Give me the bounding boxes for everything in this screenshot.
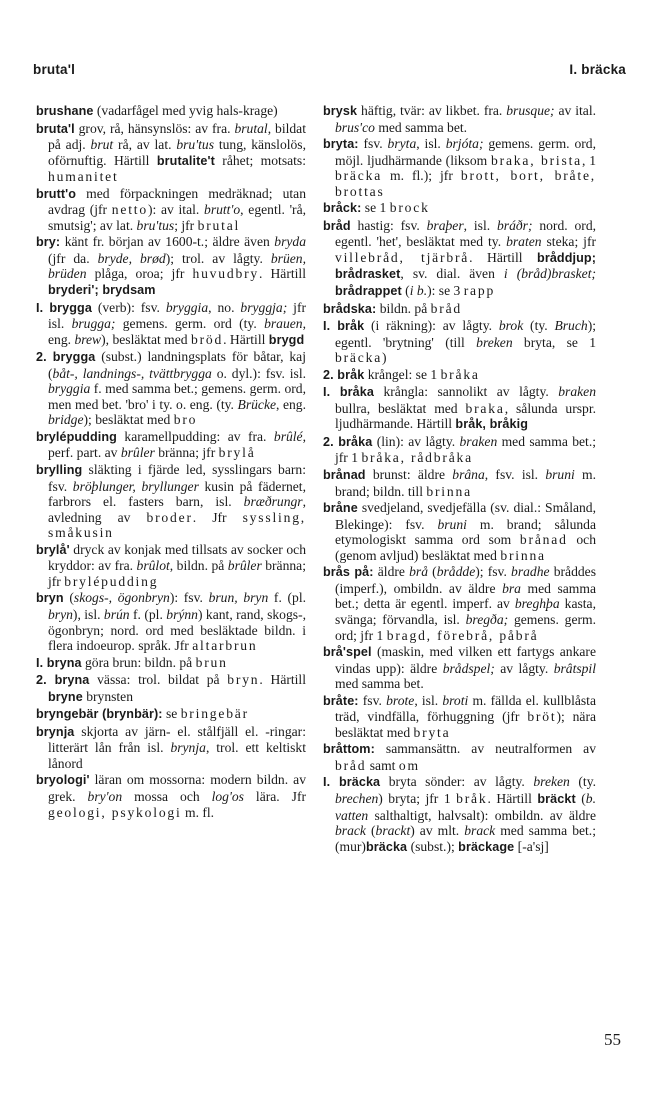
- entry-text: bråddes (imperf.), ombildn. av äldre: [335, 564, 596, 596]
- italic-form: bryggja;: [240, 299, 288, 315]
- entry-text: bryta sönder: av lågty.: [380, 774, 534, 790]
- entry-text: , isl.: [463, 217, 497, 233]
- entry-text: (ty.: [569, 774, 597, 790]
- headword: brås på:: [323, 565, 374, 580]
- headword: bråte:: [323, 693, 359, 708]
- entry-text: ) kant, rand, skogs-, ögonbryn; nord. ord med besläktade bildn. i flera indoeurop. språk. Jfr: [48, 606, 306, 654]
- dictionary-entry: [36, 186, 306, 234]
- cross-reference: om: [398, 757, 420, 773]
- cross-reference: brinna: [426, 483, 472, 499]
- cross-reference: bröt: [527, 709, 557, 725]
- entry-text: m. fällda el. kullblåsta träd, vindfälla, förhuggning (jfr: [335, 692, 596, 725]
- headword: bryderi'; brydsam: [48, 283, 156, 298]
- dictionary-entry: [323, 564, 596, 643]
- dictionary-entry: [323, 103, 596, 135]
- headword: brutt'o: [36, 186, 77, 201]
- italic-form: brjóta;: [445, 136, 484, 152]
- italic-form: bradhe: [511, 564, 550, 580]
- italic-form: brok: [498, 318, 524, 334]
- entry-text: dryck av konjak med tillsats av socker och kryddor: av fra.: [48, 541, 306, 574]
- cross-reference: broder: [146, 509, 193, 525]
- dictionary-entry: [323, 741, 596, 773]
- italic-form: broti: [442, 692, 469, 708]
- headword: bräckt: [537, 791, 576, 806]
- headword: bräcka: [365, 839, 408, 854]
- cross-reference: bråd: [335, 757, 367, 773]
- entry-text: , eng.: [48, 316, 307, 347]
- entry-text: , isl.: [416, 136, 446, 152]
- cross-reference: syssling, småkusin: [48, 509, 307, 541]
- italic-form: bry'on: [87, 788, 123, 804]
- entry-text: , eng.: [276, 396, 306, 412]
- entry-text: se: [162, 706, 181, 722]
- italic-form: bráðr;: [496, 217, 533, 233]
- italic-form: skogs-, ögonbryn: [73, 590, 170, 606]
- entry-text: (: [63, 590, 74, 606]
- cross-reference: netto: [111, 202, 148, 218]
- cross-reference: huvudbry: [192, 266, 259, 282]
- dictionary-entry: [323, 301, 596, 318]
- headword: I. bråka: [323, 385, 374, 400]
- entry-text: , perf. part. av: [48, 428, 306, 461]
- italic-form: bra: [502, 580, 521, 596]
- italic-form: breghþa: [514, 596, 560, 612]
- entry-text: ): [382, 350, 387, 366]
- entry-text: läran om mossorna: modern bildn. av grek.: [48, 772, 306, 804]
- entry-text: ); besläktat med: [83, 412, 174, 428]
- entry-text: f. med samma bet.; gemens. germ. ord, men med bet. 'bro' i ty. o. eng. (ty.: [48, 381, 306, 412]
- italic-form: braken: [558, 384, 596, 400]
- cross-reference: altarbrun: [192, 638, 258, 654]
- entry-text: (subst.);: [407, 838, 459, 854]
- headword: brynja: [36, 724, 75, 739]
- entry-text: äldre: [373, 564, 410, 580]
- headword: bråne: [323, 501, 358, 516]
- cross-reference: brun: [195, 654, 228, 670]
- entry-text: . Härtill: [487, 790, 538, 806]
- headword: brånad: [323, 468, 366, 483]
- entry-text: (lin): av lågty.: [372, 433, 460, 449]
- italic-form: brún: [103, 606, 130, 622]
- dictionary-entry: [36, 103, 306, 120]
- cross-reference: bråd: [430, 300, 463, 316]
- entry-text: ), isl.: [72, 606, 104, 622]
- entry-text: , bildat på adj.: [48, 120, 306, 153]
- entry-text: . Härtill: [259, 266, 306, 282]
- entry-text: skjorta av järn- el. stålfjäll el. -ringar: litterärt lån från isl.: [48, 723, 306, 756]
- italic-form: bryggia: [48, 381, 91, 397]
- running-head-right: I. bräcka: [569, 62, 626, 77]
- entry-text: och (genom avljud) besläktat med: [335, 532, 596, 563]
- entry-text: ): av ital.: [147, 202, 205, 218]
- headword: brådrappet: [335, 284, 402, 299]
- italic-form: brutt'o: [204, 202, 241, 218]
- headword: brylå': [36, 542, 70, 557]
- italic-form: braten: [506, 234, 542, 250]
- italic-form: brechen: [335, 790, 379, 806]
- cross-reference: brinna: [500, 547, 546, 563]
- cross-reference: geologi, psykologi: [48, 804, 182, 820]
- entry-text: vässa: trol. bildat på: [89, 672, 228, 688]
- entry-text: (jfr da.: [48, 250, 98, 266]
- entry-text: fsv.: [358, 136, 388, 152]
- headword: bråd: [323, 218, 351, 233]
- entry-text: ); fsv.: [475, 564, 512, 580]
- entry-text: göra brun: bildn. på: [81, 654, 196, 670]
- dictionary-entry: [323, 318, 596, 366]
- cross-reference: bräcka: [335, 168, 383, 184]
- entry-text: (: [575, 790, 586, 806]
- headword: brygd: [268, 332, 305, 347]
- entry-text: brynsten: [82, 688, 134, 704]
- dictionary-entry: [36, 462, 306, 541]
- dictionary-entry: [36, 706, 306, 723]
- cross-reference: bräcka: [335, 350, 383, 366]
- running-head-left: bruta'l: [33, 62, 76, 77]
- italic-form: brack: [464, 823, 496, 839]
- italic-form: bruni: [437, 516, 467, 532]
- entry-text: (i räkning): av lågty.: [364, 318, 499, 334]
- entry-text: . Härtill: [259, 672, 306, 688]
- cross-reference: brott, bort, bråte, brottas: [335, 168, 596, 199]
- entry-text: [-a'sj]: [514, 838, 549, 854]
- entry-text: nord. ord, egentl. 'het', besläktat med ty.: [335, 217, 597, 250]
- cross-reference: braka: [465, 400, 505, 416]
- headword: bryta:: [323, 137, 359, 152]
- cross-reference: rapp: [463, 283, 496, 299]
- italic-form: bru'tus: [176, 137, 214, 153]
- italic-form: brûlot: [136, 558, 170, 574]
- entry-text: . Härtill: [223, 331, 269, 347]
- entry-text: råhet; motsats:: [214, 152, 306, 168]
- italic-form: brack: [335, 823, 366, 839]
- italic-form: brugga;: [71, 316, 116, 332]
- italic-form: log'os: [211, 788, 244, 804]
- entry-text: svedjeland, svedjefälla (sv. dial.: Småland, Blekinge): fsv.: [335, 500, 596, 532]
- italic-form: brûler: [120, 445, 155, 461]
- entry-text: bränna; jfr: [154, 445, 219, 461]
- headword: bryne: [48, 689, 83, 704]
- cross-reference: braka, brista: [491, 152, 583, 168]
- right-column: [323, 103, 596, 856]
- italic-form: braken: [459, 433, 498, 449]
- italic-form: brun, bryn: [208, 590, 269, 606]
- entry-text: ): fsv.: [169, 590, 209, 606]
- dictionary-entry: [323, 467, 596, 499]
- headword: I. bråk: [323, 319, 365, 334]
- dictionary-entry: [36, 655, 306, 672]
- entry-text: lära. Jfr: [243, 788, 306, 804]
- entry-text: fsv.: [358, 692, 387, 708]
- cross-reference: bringebär: [180, 706, 249, 722]
- entry-text: känt fr. början av 1600-t.; äldre även: [60, 234, 275, 250]
- italic-form: bryta: [387, 136, 417, 152]
- italic-form: breken: [533, 774, 570, 790]
- headword: bråttom:: [323, 742, 375, 757]
- entry-text: brunst: äldre: [365, 467, 453, 483]
- cross-reference: bråka, rådbråka: [361, 450, 473, 466]
- cross-reference: brylépudding: [64, 573, 159, 589]
- italic-form: brådde: [436, 564, 476, 580]
- headword: brushane: [36, 104, 94, 118]
- entry-text: tung, känslolös, oförnuftig. Härtill: [48, 137, 306, 168]
- entry-text: (maskin, med vilken ett fartygs ankare vindas upp): äldre: [335, 644, 596, 676]
- cross-reference: humanitet: [48, 169, 119, 185]
- dictionary-entry: [323, 644, 596, 692]
- entry-text: gemens. germ. ord (ty.: [115, 316, 265, 332]
- italic-form: Bruch: [554, 318, 588, 334]
- entry-text: ); egentl. 'brytning' (till: [335, 318, 596, 350]
- entry-text: hastig: fsv.: [350, 217, 427, 233]
- headword: bråddjup; brådrasket: [335, 250, 596, 282]
- cross-reference: brutal: [197, 217, 241, 233]
- cross-reference: bråka: [440, 366, 480, 382]
- italic-form: brus'co: [335, 119, 375, 135]
- headword: brylling: [36, 463, 83, 478]
- italic-form: bryn: [48, 606, 73, 622]
- cross-reference: bryn: [227, 672, 260, 688]
- cross-reference: brånad: [519, 532, 568, 548]
- italic-form: brâtspil: [553, 660, 596, 676]
- entry-text: rå, av lat.: [113, 137, 177, 153]
- entry-text: ); trol. av lågty.: [165, 250, 271, 266]
- entry-text: ): se 3: [427, 283, 464, 299]
- headword: 2. bråk: [323, 367, 365, 382]
- dictionary-entry: [36, 772, 306, 820]
- entry-text: , bildn. på: [169, 558, 228, 574]
- entry-text: . Härtill: [469, 249, 538, 265]
- entry-text: ) av mlt.: [410, 823, 465, 839]
- dictionary-entry: [323, 218, 596, 300]
- headword: I. bryna: [36, 655, 82, 670]
- entry-text: , sv. dial. även: [400, 266, 504, 282]
- headword: brylépudding: [36, 429, 117, 444]
- entry-text: gemens. germ. ord, möjl. ljudhärmande (liksom: [335, 136, 596, 168]
- cross-reference: bråk: [456, 790, 488, 806]
- entry-text: (: [401, 283, 410, 299]
- dictionary-entry: [36, 349, 306, 428]
- entry-text: kusin på fädernet, farbrors el. fasters barn, isl.: [48, 478, 306, 510]
- italic-form: bruni: [545, 467, 575, 483]
- headword: 2. bryna: [36, 673, 90, 688]
- dictionary-entry: [36, 672, 306, 705]
- dictionary-entry: [323, 200, 596, 217]
- italic-form: Brücke: [237, 396, 277, 412]
- cross-reference: villebråd, tjärbrå: [335, 249, 470, 265]
- italic-form: bryde, brød: [97, 250, 166, 266]
- headword: 2. bråka: [323, 434, 373, 449]
- headword: bryologi': [36, 773, 90, 788]
- italic-form: brynja: [170, 740, 206, 756]
- italic-form: brutal: [234, 120, 268, 136]
- entry-text: m. brand; sålunda etymologiskt samma ord som: [335, 516, 597, 548]
- entry-text: f. (pl.: [129, 606, 167, 622]
- italic-form: i b.: [409, 283, 428, 299]
- dictionary-entry: [36, 724, 306, 772]
- cross-reference: bro: [173, 412, 198, 428]
- headword: bråk, bråkig: [455, 417, 529, 432]
- entry-text: (subst.) landningsplats för båtar, kaj (: [48, 349, 306, 381]
- entry-text: kasta, svänga; förvandla, isl.: [335, 596, 596, 627]
- entry-text: med samma bet.: [335, 676, 424, 692]
- italic-form: brew: [74, 331, 102, 347]
- italic-form: brote: [386, 692, 415, 708]
- entry-text: m. fl.); jfr: [382, 168, 461, 184]
- dictionary-entry: [36, 121, 306, 185]
- entry-text: ) bryta; jfr 1: [378, 790, 457, 806]
- headword: bryngebär (brynbär):: [36, 707, 163, 722]
- headword: brådska:: [323, 301, 377, 316]
- entry-text: , isl.: [414, 692, 443, 708]
- italic-form: brauen: [264, 316, 303, 332]
- italic-form: bru'tus: [136, 217, 175, 233]
- dictionary-entry: [323, 136, 596, 199]
- headword: bry:: [36, 235, 61, 250]
- dictionary-entry: [36, 590, 306, 653]
- headword: bräckage: [458, 839, 515, 854]
- italic-form: bridge: [48, 412, 84, 428]
- entry-text: plåga, oroa; jfr: [86, 266, 193, 282]
- entry-text: (verb): fsv.: [91, 299, 166, 315]
- entry-text: m. brand; bildn. till: [335, 467, 597, 499]
- dictionary-entry: [323, 384, 596, 433]
- cross-reference: brylå: [218, 445, 256, 461]
- headword: bråck:: [323, 201, 362, 216]
- italic-form: bregða;: [465, 611, 509, 627]
- entry-text: med samma bet.: [374, 119, 468, 135]
- italic-form: brüen, brüden: [48, 250, 306, 282]
- entry-text: grov, rå, hänsynslös: av fra.: [74, 120, 235, 136]
- dictionary-entry: [323, 434, 596, 466]
- entry-text: f. (pl.: [268, 590, 306, 606]
- italic-form: brådspel;: [442, 660, 495, 676]
- dictionary-entry: [36, 234, 306, 298]
- entry-text: , 1: [582, 152, 597, 168]
- entry-text: jfr isl.: [48, 299, 306, 332]
- headword: bryn: [36, 591, 64, 606]
- headword: brysk: [323, 104, 358, 118]
- entry-text: m. fl.: [181, 804, 215, 820]
- entry-text: ), besläktat med: [101, 331, 191, 347]
- entry-text: häftig, tvär: av likbet. fra.: [357, 103, 507, 118]
- dictionary-entry: [36, 300, 306, 349]
- entry-text: av lågty.: [494, 660, 554, 676]
- dictionary-entry: [323, 367, 596, 384]
- entry-text: steka; jfr: [541, 234, 596, 250]
- italic-form: båt-, landnings-, tvättbrygga: [52, 365, 212, 381]
- dictionary-entry: [323, 693, 596, 741]
- entry-text: (: [428, 564, 437, 580]
- entry-text: karamellpudding: av fra.: [116, 428, 274, 444]
- entry-text: , no.: [208, 299, 241, 315]
- entry-text: , egentl. 'rå, smutsig'; av lat.: [48, 202, 307, 233]
- entry-text: , sålunda urspr. ljudhärmande. Härtill: [335, 400, 596, 432]
- entry-text: , fsv. isl.: [484, 467, 546, 483]
- cross-reference: bragd, förebrå, påbrå: [386, 627, 539, 643]
- italic-form: bræðrungr: [243, 494, 303, 510]
- entry-text: o. dyl.): fsv. isl.: [211, 365, 306, 381]
- entry-text: mossa och: [122, 788, 212, 804]
- entry-text: gemens. germ. ord; jfr 1: [335, 611, 596, 643]
- italic-form: brûler: [227, 558, 262, 574]
- dictionary-entry: [36, 429, 306, 461]
- italic-form: i (bråd)brasket;: [503, 266, 596, 282]
- entry-text: samt: [366, 757, 399, 773]
- entry-text: med förpackningen medräknad; utan avdrag (jfr: [48, 185, 306, 218]
- italic-form: brackt: [375, 823, 411, 839]
- italic-form: b. vatten: [335, 790, 596, 823]
- headword: I. brygga: [36, 300, 92, 315]
- entry-text: bullra, besläktat med: [335, 400, 466, 416]
- headword: 2. brygga: [36, 350, 96, 365]
- entry-text: bildn. på: [376, 300, 431, 316]
- entry-text: (: [365, 823, 376, 839]
- italic-form: bröþlunger, bryllunger: [72, 478, 199, 494]
- left-column: [36, 103, 306, 821]
- entry-text: släkting i fjärde led, sysslingars barn: fsv.: [48, 462, 306, 494]
- italic-form: brâna: [452, 467, 485, 483]
- entry-text: (ty.: [523, 318, 555, 334]
- entry-text: ; jfr: [174, 217, 198, 233]
- headword: brutalite't: [156, 153, 215, 168]
- italic-form: bryggia: [165, 299, 209, 315]
- dictionary-entry: [323, 774, 596, 855]
- italic-form: brýnn: [166, 606, 198, 622]
- entry-text: av ital.: [554, 103, 596, 118]
- italic-form: brå: [409, 564, 428, 580]
- cross-reference: bryta: [413, 724, 451, 740]
- dictionary-entry: [323, 500, 596, 563]
- entry-text: (vadarfågel med yvig hals-krage): [93, 103, 278, 118]
- italic-form: breken: [476, 334, 513, 350]
- italic-form: brut: [90, 137, 114, 153]
- headword: brå'spel: [323, 645, 372, 660]
- italic-form: brûlé: [273, 428, 303, 444]
- entry-text: . Jfr: [192, 509, 243, 525]
- entry-text: med samma bet.; detta är egentl. imperf. av: [335, 580, 596, 612]
- cross-reference: brock: [389, 200, 430, 216]
- entry-text: , trol. ett keltiskt lånord: [48, 740, 306, 771]
- italic-form: bryda: [274, 234, 306, 250]
- cross-reference: bröd: [190, 331, 224, 347]
- headword: I. bräcka: [323, 775, 381, 790]
- entry-text: se 1: [361, 200, 390, 216]
- entry-text: bränna; jfr: [48, 558, 306, 589]
- page-number: 55: [604, 1030, 621, 1049]
- entry-text: krångla: sannolikt av lågty.: [373, 384, 559, 400]
- entry-text: salthaltigt, halvsalt): ombildn. av äldre: [368, 807, 596, 823]
- italic-form: braþer: [426, 217, 464, 233]
- entry-text: med samma bet.; (mur): [335, 823, 596, 854]
- dictionary-entry: [36, 542, 306, 590]
- entry-text: med samma bet.; jfr 1: [335, 433, 596, 466]
- entry-text: krångel: se 1: [364, 366, 441, 382]
- entry-text: sammansättn. av neutralformen av: [374, 741, 596, 757]
- entry-text: ); nära besläktat med: [335, 709, 597, 740]
- headword: bruta'l: [36, 121, 75, 136]
- italic-form: brusque;: [506, 103, 555, 118]
- entry-text: , avledning av: [48, 494, 306, 525]
- entry-text: bryta, se 1: [512, 334, 596, 350]
